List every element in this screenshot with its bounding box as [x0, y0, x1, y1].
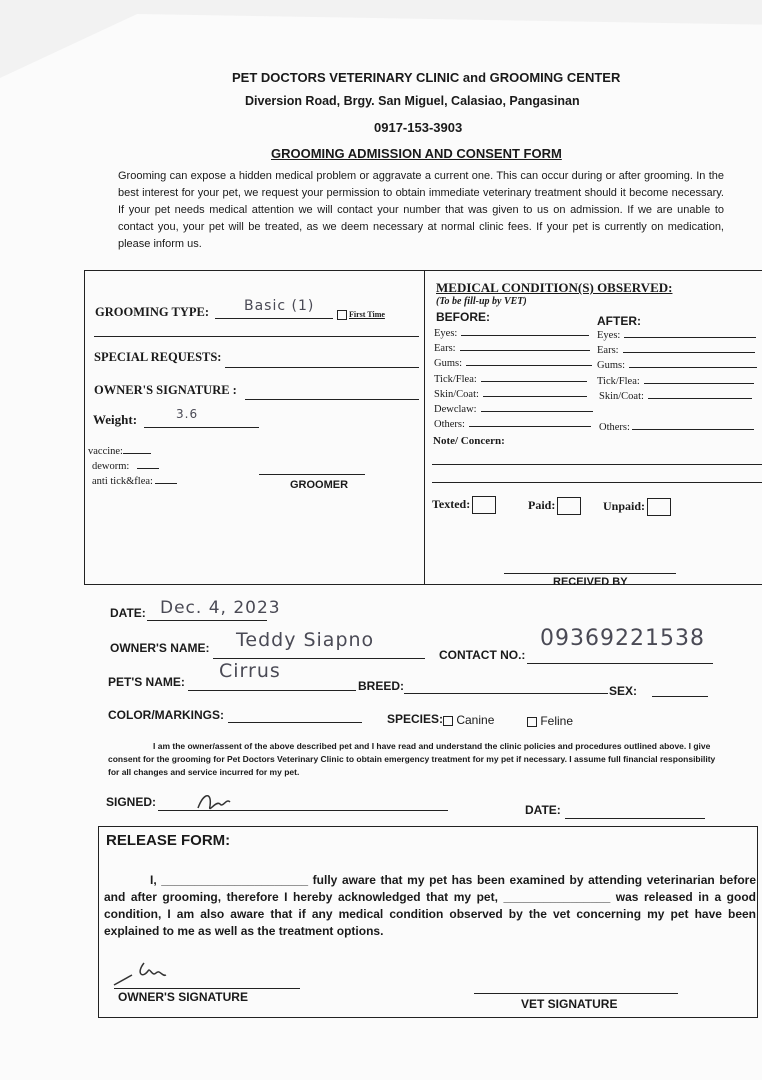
vet-signature-label: VET SIGNATURE — [521, 997, 618, 1011]
owner-signature-mark — [190, 788, 240, 816]
color-label: COLOR/MARKINGS: — [108, 708, 224, 722]
groomer-label: GROOMER — [290, 479, 349, 491]
release-owner-signature-mark — [110, 955, 180, 989]
clinic-address: Diversion Road, Brgy. San Miguel, Calasiao, Pangasinan — [245, 94, 580, 108]
species-canine-option[interactable]: Canine — [443, 713, 494, 727]
first-time-checkbox[interactable] — [337, 310, 347, 320]
signed-label: SIGNED: — [106, 795, 157, 809]
special-requests-field[interactable] — [225, 367, 419, 368]
before-tickflea: Tick/Flea: — [434, 374, 587, 385]
owner-signature-field[interactable] — [245, 399, 419, 400]
sex-field[interactable] — [652, 696, 708, 697]
clinic-name: PET DOCTORS VETERINARY CLINIC and GROOMING CENTER — [232, 70, 621, 85]
before-skincoat: Skin/Coat: — [434, 389, 587, 400]
after-label: AFTER: — [597, 314, 641, 328]
contact-value[interactable]: 09369221538 — [540, 626, 705, 651]
contact-label: CONTACT NO.: — [439, 648, 526, 662]
note-label: Note/ Concern: — [433, 435, 505, 447]
release-owner-signature-label: OWNER'S SIGNATURE — [118, 990, 248, 1004]
owner-name-line — [213, 658, 425, 659]
unpaid-field[interactable]: Unpaid: — [603, 498, 671, 516]
form-title: GROOMING ADMISSION AND CONSENT FORM — [271, 146, 562, 161]
sex-label: SEX: — [609, 684, 638, 698]
date-value[interactable]: Dec. 4, 2023 — [160, 598, 281, 618]
weight-line — [144, 427, 259, 428]
received-by-line[interactable] — [504, 573, 676, 574]
deworm-label: deworm: — [92, 461, 159, 472]
pet-name-line — [188, 690, 356, 691]
after-skincoat: Skin/Coat: — [599, 391, 752, 402]
unpaid-checkbox[interactable] — [647, 498, 671, 516]
vaccine-label: vaccine: — [88, 446, 151, 457]
before-dewclaw: Dewclaw: — [434, 404, 593, 415]
owner-name-value[interactable]: Teddy Siapno — [236, 629, 375, 651]
color-field[interactable] — [228, 722, 362, 723]
species-feline-option[interactable]: Feline — [527, 714, 573, 728]
grooming-type-value[interactable]: Basic (1) — [244, 298, 315, 314]
before-label: BEFORE: — [436, 310, 490, 324]
after-others: Others: — [599, 422, 754, 433]
before-eyes: Eyes: — [434, 328, 589, 339]
texted-field[interactable]: Texted: — [432, 496, 496, 514]
feline-checkbox[interactable] — [527, 717, 537, 727]
consent-paragraph: I am the owner/assent of the above described pet and I have read and understand the clinic policies and procedures outlined above. I give consent for the grooming for Pet Doctors Veterinary Clinic to obtain emergency treatment for my pet if necessary. I assume full financial responsibility for all changes and service incurred for my pet. — [108, 741, 716, 777]
breed-field[interactable] — [404, 693, 608, 694]
release-title: RELEASE FORM: — [106, 832, 231, 849]
received-by-label: RECEIVED BY — [553, 576, 628, 588]
release-owner-signature-line[interactable] — [114, 988, 300, 989]
canine-checkbox[interactable] — [443, 716, 453, 726]
date-label: DATE: — [110, 606, 146, 620]
weight-label: Weight: — [93, 412, 138, 427]
owner-name-label: OWNER'S NAME: — [110, 641, 210, 655]
pet-name-value[interactable]: Cirrus — [219, 660, 281, 682]
before-ears: Ears: — [434, 343, 590, 354]
signed-date-label: DATE: — [525, 803, 561, 817]
grooming-type-line — [215, 318, 333, 319]
species-label: SPECIES: — [387, 712, 444, 726]
box-divider — [424, 271, 425, 584]
clinic-phone: 0917-153-3903 — [374, 120, 463, 135]
grooming-type-label: GROOMING TYPE: — [95, 305, 210, 319]
first-time-label: First Time — [349, 310, 385, 319]
release-paragraph: I, ______________________ fully aware that my pet has been examined by attending veterinarian before and after grooming, therefore I hereby acknowledged that my pet, ________________ was released in a good condition, I am also aware that if any medical condition observed by the vet concerning my pet have been explained to me as well as the treatment options. — [104, 873, 756, 938]
contact-line — [527, 663, 713, 664]
grooming-extra-line — [94, 336, 419, 337]
after-tickflea: Tick/Flea: — [597, 376, 754, 387]
paid-checkbox[interactable] — [557, 497, 581, 515]
vet-signature-line[interactable] — [474, 993, 678, 994]
pet-name-label: PET'S NAME: — [108, 675, 185, 689]
medical-subtitle: (To be fill-up by VET) — [436, 296, 527, 307]
after-gums: Gums: — [597, 360, 757, 371]
before-others: Others: — [434, 419, 591, 430]
owner-signature-label: OWNER'S SIGNATURE : — [94, 383, 237, 397]
breed-label: BREED: — [358, 679, 405, 693]
special-requests-label: SPECIAL REQUESTS: — [94, 350, 222, 364]
after-ears: Ears: — [597, 345, 755, 356]
paid-field[interactable]: Paid: — [528, 497, 581, 515]
texted-checkbox[interactable] — [472, 496, 496, 514]
note-line-1[interactable] — [432, 464, 762, 465]
note-line-2[interactable] — [432, 482, 762, 483]
intro-paragraph: Grooming can expose a hidden medical problem or aggravate a current one. This can occur during or after grooming. In the best interest for your pet, we request your permission to obtain immediate veterinary treatment should it become necessary. If your pet needs medical attention we will contact your number that was given to us on admission. If we are unable to contact you, your pet will be treated, as we deem necessary at normal clinic fees. If your pet is currently on medication, please inform us. — [118, 170, 724, 250]
first-time-option[interactable] — [337, 310, 385, 320]
after-eyes: Eyes: — [597, 330, 756, 341]
signed-date-field[interactable] — [565, 818, 705, 819]
groomer-signature-line[interactable] — [259, 474, 365, 475]
before-gums: Gums: — [434, 358, 592, 369]
medical-title: MEDICAL CONDITION(S) OBSERVED: — [436, 280, 673, 295]
antitick-label: anti tick&flea: — [92, 476, 177, 487]
date-line — [147, 620, 267, 621]
weight-value[interactable]: 3.6 — [176, 407, 199, 421]
